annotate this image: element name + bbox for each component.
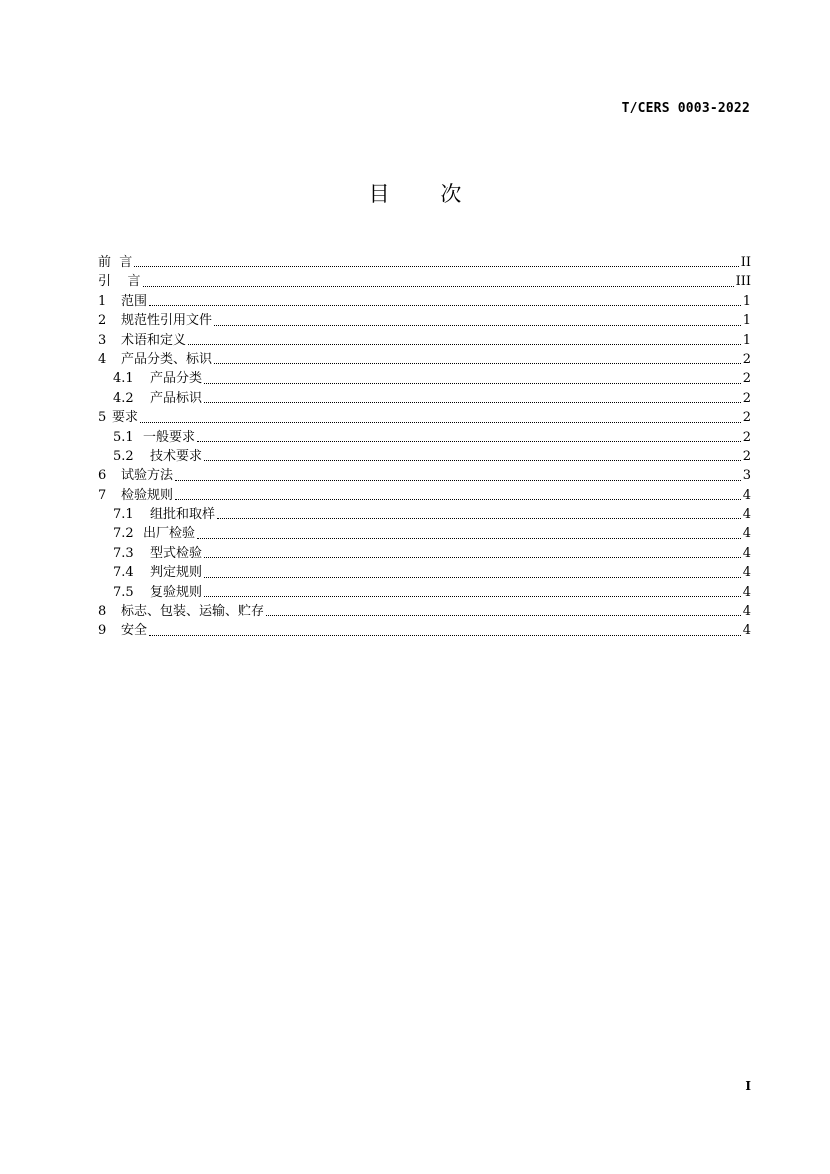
- toc-title: 目 次: [368, 182, 484, 206]
- toc-entry-label: 术语和定义: [121, 332, 187, 348]
- toc-entry[interactable]: [98, 311, 751, 330]
- dot-leader: [204, 556, 741, 558]
- toc-entry-number: 4.1: [113, 371, 134, 387]
- toc-entry[interactable]: [98, 272, 751, 291]
- toc-entry[interactable]: [98, 253, 751, 272]
- toc-entry-page: 4: [742, 565, 751, 581]
- toc-entry-number: 5: [98, 410, 107, 426]
- toc-entry-label: 判定规则: [150, 565, 203, 581]
- toc-entry-number: 1: [98, 293, 107, 309]
- dot-leader: [134, 265, 738, 267]
- toc-entry[interactable]: [98, 544, 751, 563]
- toc-entry-label: 型式检验: [150, 545, 203, 561]
- dot-leader: [175, 498, 741, 500]
- toc-entry-page: 1: [742, 332, 751, 348]
- toc-entry-number: 3: [98, 332, 107, 348]
- dot-leader: [214, 362, 741, 364]
- toc-entry-page: 4: [742, 545, 751, 561]
- toc-entry-number: 7.2: [113, 526, 134, 542]
- dot-leader: [197, 440, 741, 442]
- toc-entry-page: 4: [742, 526, 751, 542]
- toc-entry[interactable]: [98, 505, 751, 524]
- toc-entry[interactable]: [98, 428, 751, 447]
- toc-entry[interactable]: [98, 466, 751, 485]
- toc-entry[interactable]: [98, 563, 751, 582]
- dot-leader: [204, 382, 741, 384]
- dot-leader: [143, 285, 734, 287]
- toc-entry-page: 2: [742, 351, 751, 367]
- toc-entry-page: III: [735, 274, 751, 290]
- toc-entry-page: 2: [742, 390, 751, 406]
- toc-entry-label: 复验规则: [150, 584, 203, 600]
- toc-entry[interactable]: [98, 602, 751, 621]
- toc-entry[interactable]: [98, 583, 751, 602]
- dot-leader: [214, 324, 741, 326]
- toc-entry[interactable]: [98, 524, 751, 543]
- page-number: I: [745, 1079, 751, 1093]
- toc-entry[interactable]: [98, 369, 751, 388]
- toc-entry-label: 产品分类: [150, 371, 203, 387]
- toc-entry[interactable]: [98, 350, 751, 369]
- toc-entry[interactable]: [98, 447, 751, 466]
- toc-entry[interactable]: [98, 621, 751, 640]
- toc-entry-label: 标志、包装、运输、贮存: [121, 604, 265, 620]
- dot-leader: [140, 421, 741, 423]
- toc-entry-page: 4: [742, 604, 751, 620]
- toc-entry-label: 出厂检验: [143, 526, 196, 542]
- toc-entry[interactable]: [98, 408, 751, 427]
- toc-entry-page: 2: [742, 448, 751, 464]
- toc-entry-page: 4: [742, 507, 751, 523]
- dot-leader: [188, 343, 741, 345]
- toc-entry-label: 安全: [121, 623, 148, 639]
- toc-entry-number: 7.5: [113, 584, 134, 600]
- toc-entry-label: 前 言: [98, 254, 133, 270]
- toc-entry-number: 5.2: [113, 448, 134, 464]
- toc-entry-number: 9: [98, 623, 107, 639]
- document-code: T/CERS 0003-2022: [621, 101, 750, 116]
- toc-entry-label: 试验方法: [121, 468, 174, 484]
- toc-entry-number: 4: [98, 351, 107, 367]
- toc-entry[interactable]: [98, 389, 751, 408]
- dot-leader: [175, 479, 741, 481]
- toc-entry[interactable]: [98, 331, 751, 350]
- toc-entry-label: 规范性引用文件: [121, 313, 213, 329]
- dot-leader: [204, 576, 741, 578]
- dot-leader: [217, 517, 741, 519]
- dot-leader: [204, 595, 741, 597]
- table-of-contents: [98, 253, 751, 641]
- toc-entry-label: 技术要求: [150, 448, 203, 464]
- toc-entry-number: 7.1: [113, 507, 134, 523]
- toc-entry-label: 一般要求: [143, 429, 196, 445]
- toc-entry-label: 组批和取样: [150, 507, 216, 523]
- toc-entry-page: 1: [742, 313, 751, 329]
- toc-entry-number: 6: [98, 468, 107, 484]
- toc-entry-number: 7: [98, 487, 107, 503]
- dot-leader: [266, 614, 741, 616]
- toc-entry-number: 2: [98, 313, 107, 329]
- toc-entry-page: 2: [742, 429, 751, 445]
- toc-entry-page: II: [740, 254, 751, 270]
- dot-leader: [149, 634, 741, 636]
- toc-entry-label: 产品分类、标识: [121, 351, 213, 367]
- dot-leader: [197, 537, 741, 539]
- toc-entry-page: 4: [742, 623, 751, 639]
- toc-entry-page: 4: [742, 487, 751, 503]
- toc-entry-label: 引 言: [98, 274, 141, 290]
- toc-entry-number: 7.3: [113, 545, 134, 561]
- toc-entry-page: 4: [742, 584, 751, 600]
- toc-entry-number: 7.4: [113, 565, 134, 581]
- dot-leader: [204, 401, 741, 403]
- toc-entry-page: 2: [742, 371, 751, 387]
- dot-leader: [204, 459, 741, 461]
- toc-entry-label: 要求: [112, 410, 139, 426]
- toc-entry-label: 检验规则: [121, 487, 174, 503]
- toc-entry[interactable]: [98, 486, 751, 505]
- toc-entry-label: 范围: [121, 293, 148, 309]
- toc-entry-number: 4.2: [113, 390, 134, 406]
- toc-entry-label: 产品标识: [150, 390, 203, 406]
- toc-entry-page: 3: [742, 468, 751, 484]
- dot-leader: [149, 304, 741, 306]
- toc-entry[interactable]: [98, 292, 751, 311]
- toc-entry-number: 8: [98, 604, 107, 620]
- toc-entry-page: 1: [742, 293, 751, 309]
- toc-entry-number: 5.1: [113, 429, 134, 445]
- toc-entry-page: 2: [742, 410, 751, 426]
